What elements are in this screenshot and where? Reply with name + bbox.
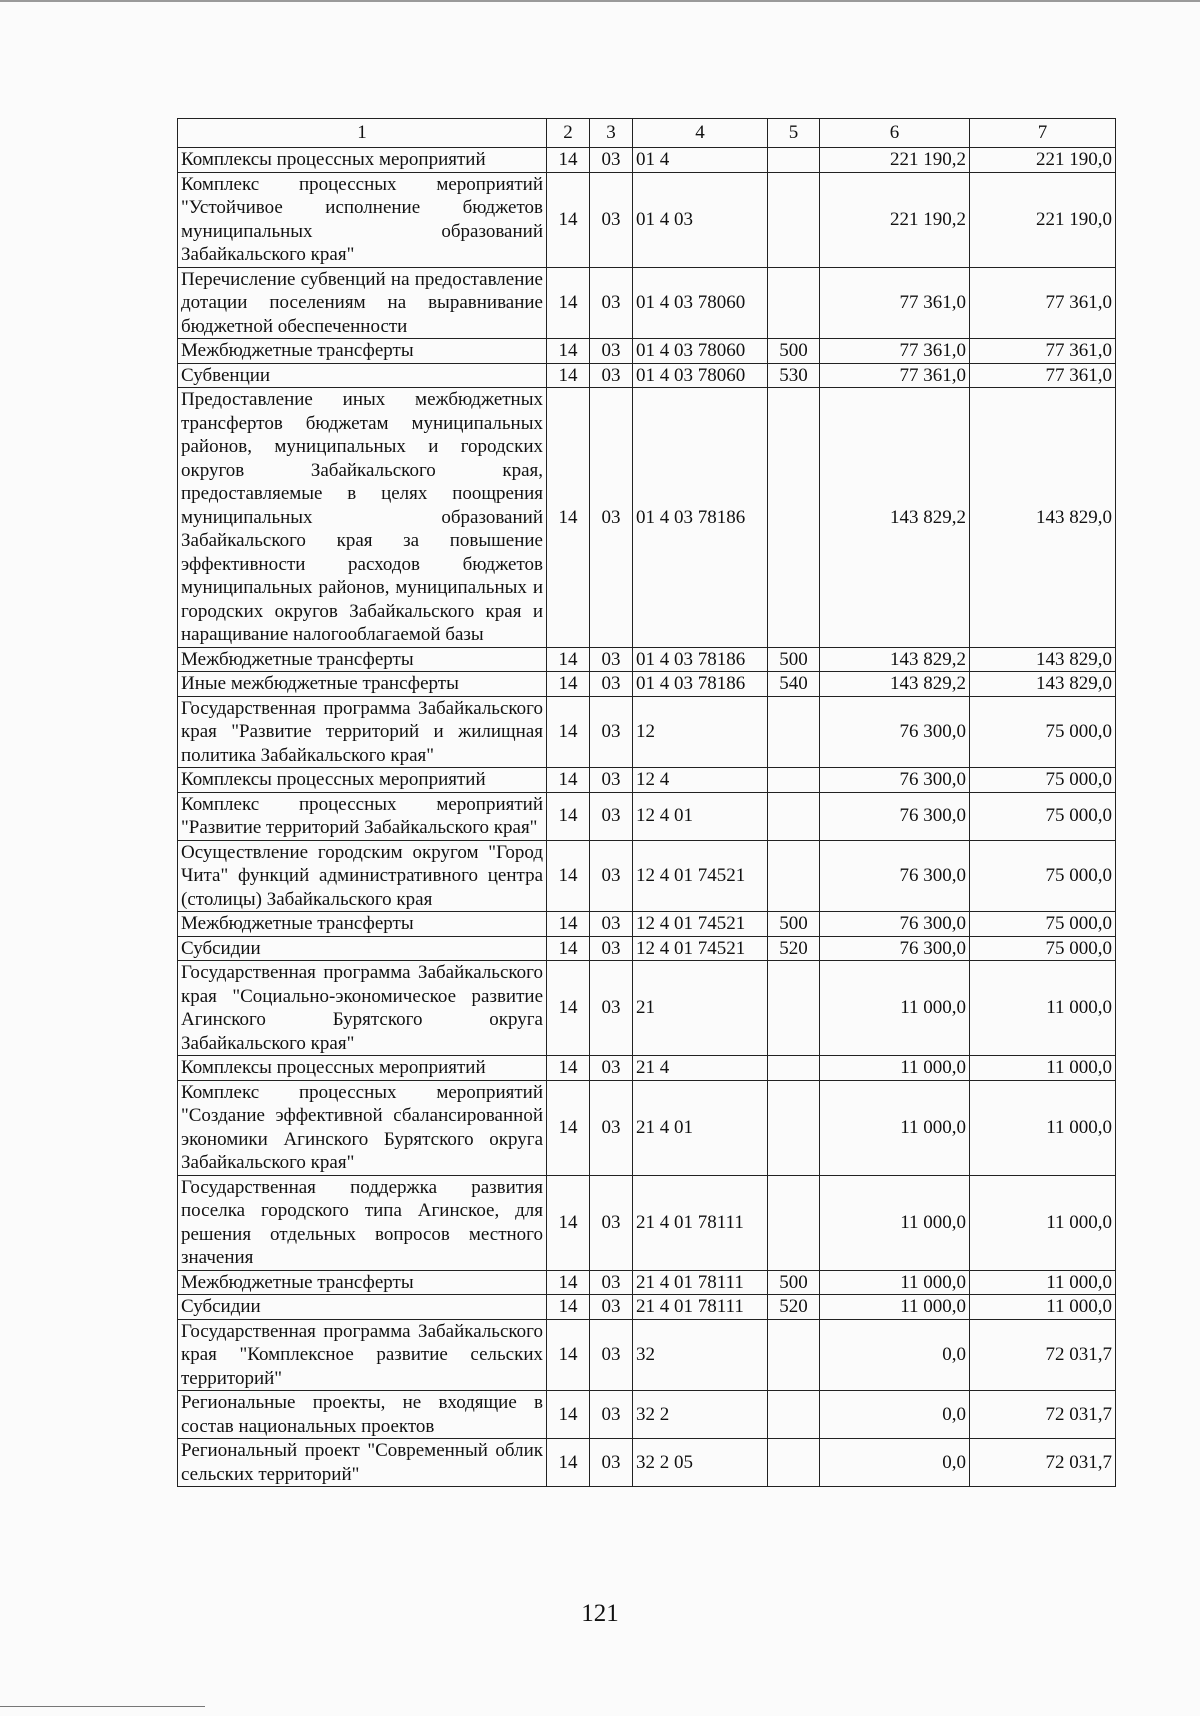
table-row [178, 267, 1116, 339]
target-article-cell: 01 4 03 78186 [633, 388, 768, 648]
target-article-cell: 32 2 05 [633, 1439, 768, 1487]
amount-year1-cell: 143 829,2 [820, 647, 970, 672]
subsection-cell: 03 [590, 1391, 633, 1439]
target-article-cell: 32 2 [633, 1391, 768, 1439]
expense-type-cell [768, 1319, 820, 1391]
table-row [178, 672, 1116, 697]
amount-year1-cell: 11 000,0 [820, 1175, 970, 1270]
amount-year2-cell: 143 829,0 [970, 647, 1116, 672]
target-article-cell: 01 4 03 78186 [633, 647, 768, 672]
section-cell: 14 [547, 388, 590, 648]
row-name-cell: Межбюджетные трансферты [178, 912, 547, 937]
amount-year2-cell: 11 000,0 [970, 1175, 1116, 1270]
amount-year1-cell: 76 300,0 [820, 912, 970, 937]
amount-year1-cell: 76 300,0 [820, 840, 970, 912]
table-row [178, 961, 1116, 1056]
amount-year2-cell: 11 000,0 [970, 1295, 1116, 1320]
expense-type-cell: 520 [768, 1295, 820, 1320]
subsection-cell: 03 [590, 267, 633, 339]
table-row [178, 1319, 1116, 1391]
amount-year1-cell: 11 000,0 [820, 1295, 970, 1320]
row-name-cell: Комплексы процессных мероприятий [178, 768, 547, 793]
table-row [178, 1295, 1116, 1320]
amount-year2-cell: 72 031,7 [970, 1439, 1116, 1487]
target-article-cell: 21 4 01 78111 [633, 1175, 768, 1270]
amount-year2-cell: 143 829,0 [970, 672, 1116, 697]
section-cell: 14 [547, 1056, 590, 1081]
subsection-cell: 03 [590, 172, 633, 267]
table-row [178, 936, 1116, 961]
subsection-cell: 03 [590, 1319, 633, 1391]
section-cell: 14 [547, 912, 590, 937]
target-article-cell: 01 4 03 78060 [633, 267, 768, 339]
row-name-cell: Комплекс процессных мероприятий "Создание эффективной сбалансированной экономики Агинского Бурятского округа Забайкальского края" [178, 1080, 547, 1175]
expense-type-cell: 540 [768, 672, 820, 697]
amount-year1-cell: 11 000,0 [820, 1080, 970, 1175]
budget-table [177, 118, 1116, 1487]
table-row [178, 1270, 1116, 1295]
section-cell: 14 [547, 1319, 590, 1391]
section-cell: 14 [547, 1080, 590, 1175]
table-row [178, 696, 1116, 768]
amount-year2-cell: 72 031,7 [970, 1319, 1116, 1391]
section-cell: 14 [547, 267, 590, 339]
scan-artifact-line [0, 1706, 205, 1707]
subsection-cell: 03 [590, 148, 633, 173]
amount-year2-cell: 75 000,0 [970, 912, 1116, 937]
expense-type-cell [768, 1056, 820, 1081]
table-row [178, 840, 1116, 912]
table-row [178, 912, 1116, 937]
subsection-cell: 03 [590, 961, 633, 1056]
expense-type-cell: 520 [768, 936, 820, 961]
row-name-cell: Государственная программа Забайкальского края "Развитие территорий и жилищная политика Забайкальского края" [178, 696, 547, 768]
row-name-cell: Межбюджетные трансферты [178, 647, 547, 672]
amount-year2-cell: 75 000,0 [970, 840, 1116, 912]
section-cell: 14 [547, 1439, 590, 1487]
budget-table-body [178, 119, 1116, 1487]
page-top-edge [0, 0, 1200, 2]
table-row [178, 1439, 1116, 1487]
subsection-cell: 03 [590, 1080, 633, 1175]
amount-year2-cell: 11 000,0 [970, 1270, 1116, 1295]
table-row [178, 792, 1116, 840]
row-name-cell: Субсидии [178, 936, 547, 961]
section-cell: 14 [547, 696, 590, 768]
subsection-cell: 03 [590, 792, 633, 840]
section-cell: 14 [547, 840, 590, 912]
target-article-cell: 12 4 01 74521 [633, 840, 768, 912]
amount-year1-cell: 143 829,2 [820, 672, 970, 697]
target-article-cell: 01 4 [633, 148, 768, 173]
amount-year2-cell: 77 361,0 [970, 363, 1116, 388]
target-article-cell: 01 4 03 78186 [633, 672, 768, 697]
target-article-cell: 12 4 01 74521 [633, 936, 768, 961]
section-cell: 14 [547, 1270, 590, 1295]
subsection-cell: 03 [590, 840, 633, 912]
row-name-cell: Межбюджетные трансферты [178, 1270, 547, 1295]
section-cell: 14 [547, 647, 590, 672]
section-cell: 14 [547, 1175, 590, 1270]
table-row [178, 1391, 1116, 1439]
section-cell: 14 [547, 768, 590, 793]
page-number: 121 [581, 1600, 619, 1627]
target-article-cell: 01 4 03 [633, 172, 768, 267]
section-cell: 14 [547, 672, 590, 697]
section-cell: 14 [547, 339, 590, 364]
header-cell: 3 [590, 119, 633, 148]
target-article-cell: 21 4 [633, 1056, 768, 1081]
expense-type-cell [768, 792, 820, 840]
table-row [178, 363, 1116, 388]
row-name-cell: Комплексы процессных мероприятий [178, 1056, 547, 1081]
subsection-cell: 03 [590, 1439, 633, 1487]
header-cell: 2 [547, 119, 590, 148]
expense-type-cell: 500 [768, 912, 820, 937]
expense-type-cell [768, 267, 820, 339]
expense-type-cell [768, 1175, 820, 1270]
amount-year1-cell: 0,0 [820, 1319, 970, 1391]
subsection-cell: 03 [590, 912, 633, 937]
subsection-cell: 03 [590, 1056, 633, 1081]
amount-year1-cell: 11 000,0 [820, 961, 970, 1056]
table-row [178, 339, 1116, 364]
row-name-cell: Региональный проект "Современный облик сельских территорий" [178, 1439, 547, 1487]
section-cell: 14 [547, 148, 590, 173]
section-cell: 14 [547, 1295, 590, 1320]
amount-year2-cell: 143 829,0 [970, 388, 1116, 648]
subsection-cell: 03 [590, 1270, 633, 1295]
expense-type-cell [768, 148, 820, 173]
target-article-cell: 21 4 01 [633, 1080, 768, 1175]
amount-year2-cell: 77 361,0 [970, 267, 1116, 339]
row-name-cell: Комплекс процессных мероприятий "Устойчивое исполнение бюджетов муниципальных образований Забайкальского края" [178, 172, 547, 267]
target-article-cell: 12 4 01 [633, 792, 768, 840]
target-article-cell: 21 4 01 78111 [633, 1270, 768, 1295]
header-cell: 7 [970, 119, 1116, 148]
table-row [178, 388, 1116, 648]
amount-year2-cell: 75 000,0 [970, 768, 1116, 793]
amount-year1-cell: 77 361,0 [820, 267, 970, 339]
amount-year2-cell: 221 190,0 [970, 172, 1116, 267]
table-row [178, 172, 1116, 267]
header-cell: 5 [768, 119, 820, 148]
target-article-cell: 12 [633, 696, 768, 768]
amount-year1-cell: 76 300,0 [820, 936, 970, 961]
expense-type-cell [768, 172, 820, 267]
subsection-cell: 03 [590, 1295, 633, 1320]
amount-year2-cell: 77 361,0 [970, 339, 1116, 364]
row-name-cell: Субвенции [178, 363, 547, 388]
target-article-cell: 01 4 03 78060 [633, 339, 768, 364]
subsection-cell: 03 [590, 339, 633, 364]
subsection-cell: 03 [590, 672, 633, 697]
section-cell: 14 [547, 1391, 590, 1439]
row-name-cell: Межбюджетные трансферты [178, 339, 547, 364]
expense-type-cell: 500 [768, 339, 820, 364]
expense-type-cell: 530 [768, 363, 820, 388]
amount-year1-cell: 0,0 [820, 1391, 970, 1439]
header-cell: 4 [633, 119, 768, 148]
target-article-cell: 01 4 03 78060 [633, 363, 768, 388]
amount-year1-cell: 76 300,0 [820, 768, 970, 793]
row-name-cell: Государственная программа Забайкальского края "Комплексное развитие сельских территорий" [178, 1319, 547, 1391]
section-cell: 14 [547, 363, 590, 388]
amount-year2-cell: 221 190,0 [970, 148, 1116, 173]
table-row [178, 768, 1116, 793]
expense-type-cell [768, 768, 820, 793]
section-cell: 14 [547, 172, 590, 267]
amount-year2-cell: 75 000,0 [970, 792, 1116, 840]
subsection-cell: 03 [590, 768, 633, 793]
expense-type-cell: 500 [768, 1270, 820, 1295]
expense-type-cell [768, 696, 820, 768]
expense-type-cell [768, 1080, 820, 1175]
table-row [178, 1175, 1116, 1270]
target-article-cell: 32 [633, 1319, 768, 1391]
table-row [178, 1056, 1116, 1081]
amount-year1-cell: 143 829,2 [820, 388, 970, 648]
row-name-cell: Государственная программа Забайкальского края "Социально-экономическое развитие Агинского Бурятского округа Забайкальского края" [178, 961, 547, 1056]
section-cell: 14 [547, 936, 590, 961]
amount-year2-cell: 75 000,0 [970, 696, 1116, 768]
header-cell: 6 [820, 119, 970, 148]
table-row [178, 148, 1116, 173]
row-name-cell: Региональные проекты, не входящие в состав национальных проектов [178, 1391, 547, 1439]
row-name-cell: Комплекс процессных мероприятий "Развитие территорий Забайкальского края" [178, 792, 547, 840]
subsection-cell: 03 [590, 696, 633, 768]
section-cell: 14 [547, 961, 590, 1056]
amount-year1-cell: 76 300,0 [820, 696, 970, 768]
expense-type-cell [768, 840, 820, 912]
amount-year2-cell: 11 000,0 [970, 1056, 1116, 1081]
target-article-cell: 21 4 01 78111 [633, 1295, 768, 1320]
header-cell: 1 [178, 119, 547, 148]
table-row [178, 1080, 1116, 1175]
amount-year1-cell: 76 300,0 [820, 792, 970, 840]
amount-year2-cell: 11 000,0 [970, 961, 1116, 1056]
row-name-cell: Субсидии [178, 1295, 547, 1320]
subsection-cell: 03 [590, 647, 633, 672]
row-name-cell: Перечисление субвенций на предоставление дотации поселениям на выравнивание бюджетной обеспеченности [178, 267, 547, 339]
amount-year1-cell: 221 190,2 [820, 148, 970, 173]
expense-type-cell [768, 1439, 820, 1487]
expense-type-cell [768, 961, 820, 1056]
subsection-cell: 03 [590, 363, 633, 388]
table-row [178, 647, 1116, 672]
amount-year1-cell: 11 000,0 [820, 1056, 970, 1081]
expense-type-cell [768, 1391, 820, 1439]
row-name-cell: Осуществление городским округом "Город Чита" функций административного центра (столицы) Забайкальского края [178, 840, 547, 912]
amount-year1-cell: 221 190,2 [820, 172, 970, 267]
target-article-cell: 12 4 01 74521 [633, 912, 768, 937]
subsection-cell: 03 [590, 388, 633, 648]
amount-year2-cell: 72 031,7 [970, 1391, 1116, 1439]
target-article-cell: 12 4 [633, 768, 768, 793]
subsection-cell: 03 [590, 936, 633, 961]
amount-year2-cell: 75 000,0 [970, 936, 1116, 961]
amount-year1-cell: 77 361,0 [820, 363, 970, 388]
expense-type-cell [768, 388, 820, 648]
section-cell: 14 [547, 792, 590, 840]
row-name-cell: Комплексы процессных мероприятий [178, 148, 547, 173]
amount-year1-cell: 0,0 [820, 1439, 970, 1487]
row-name-cell: Предоставление иных межбюджетных трансфертов бюджетам муниципальных районов, муниципальных и городских округов Забайкальского края, предоставляемые в целях поощрения муниципальных образований Забайкальского края за повышение эффективности расходов бюджетов муниципальных районов, муниципальных и городских округов Забайкальского края и наращивание налогооблагаемой базы [178, 388, 547, 648]
amount-year2-cell: 11 000,0 [970, 1080, 1116, 1175]
row-name-cell: Иные межбюджетные трансферты [178, 672, 547, 697]
amount-year1-cell: 77 361,0 [820, 339, 970, 364]
amount-year1-cell: 11 000,0 [820, 1270, 970, 1295]
header-row [178, 119, 1116, 148]
expense-type-cell: 500 [768, 647, 820, 672]
subsection-cell: 03 [590, 1175, 633, 1270]
target-article-cell: 21 [633, 961, 768, 1056]
row-name-cell: Государственная поддержка развития поселка городского типа Агинское, для решения отдельных вопросов местного значения [178, 1175, 547, 1270]
